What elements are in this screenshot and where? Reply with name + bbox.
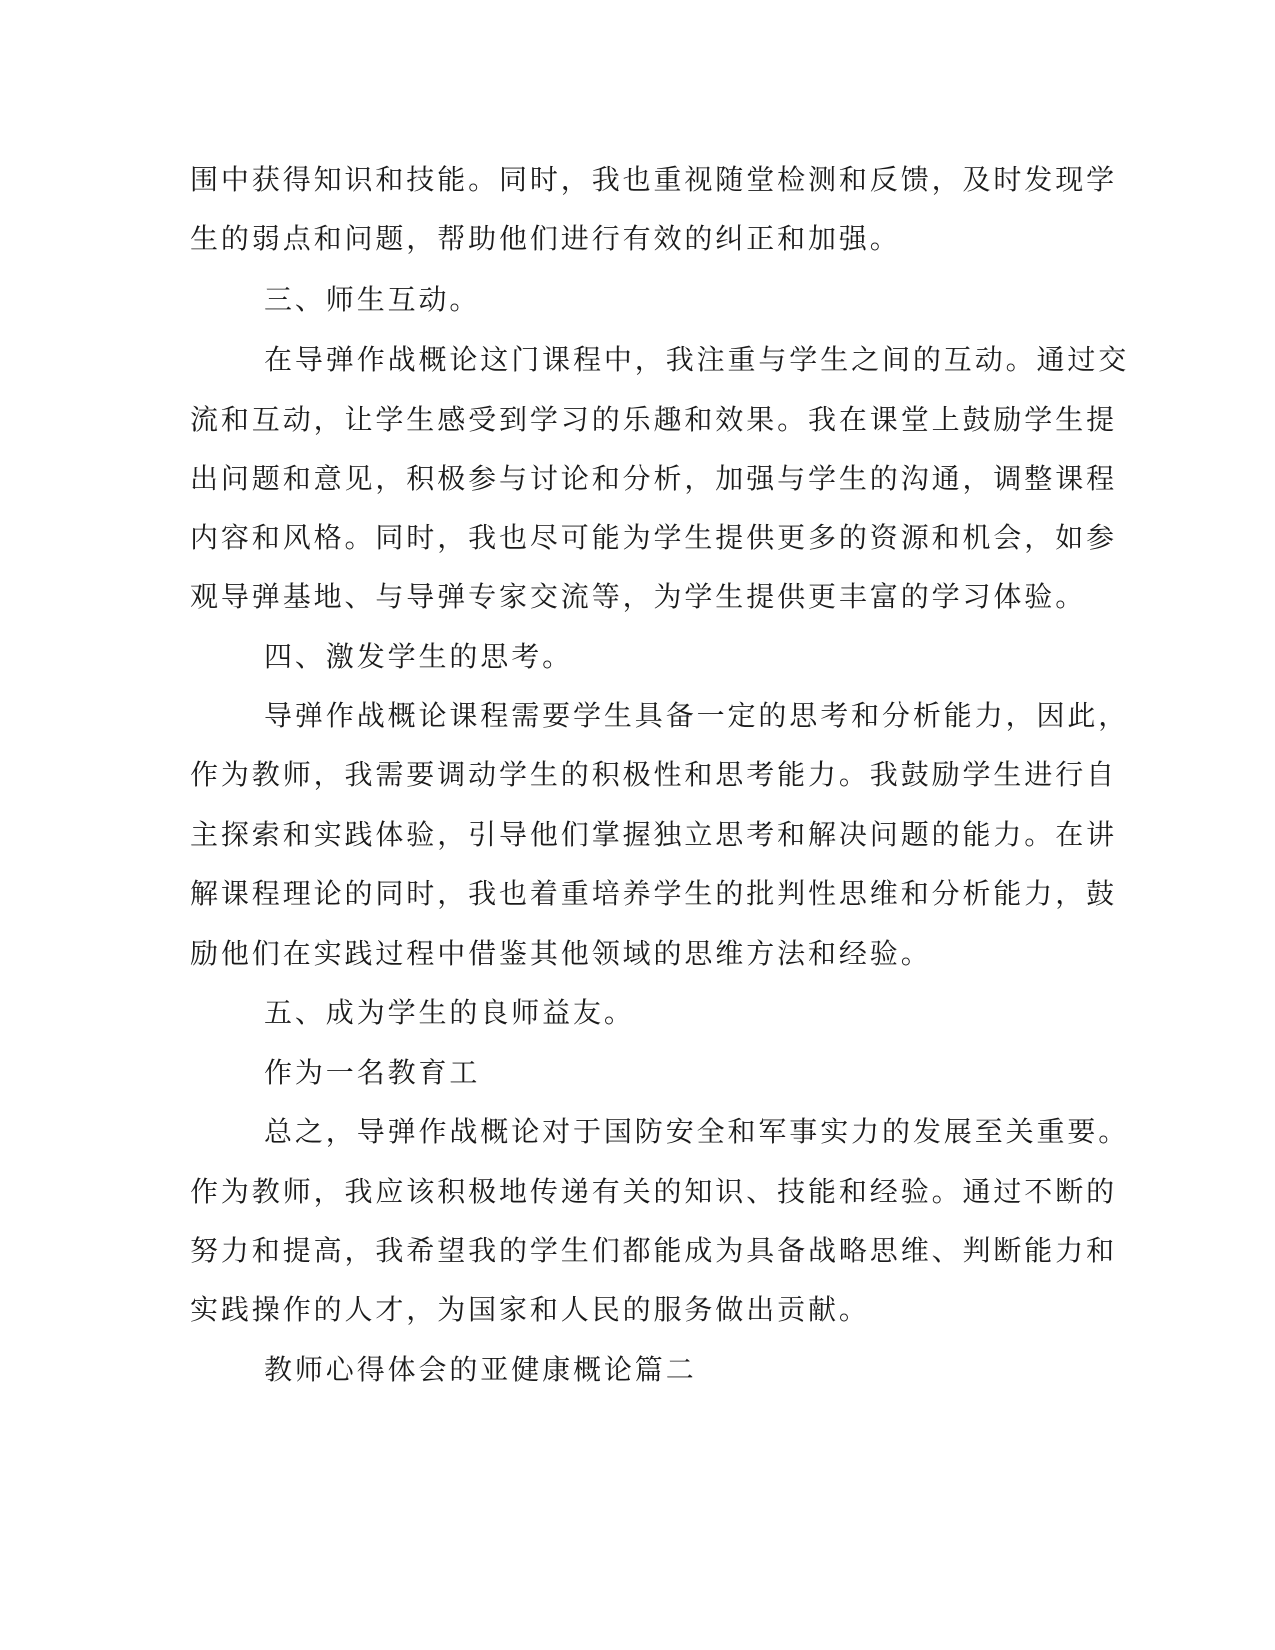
- paragraph-first-line: 总之，导弹作战概论对于国防安全和军事实力的发展至关重要。: [264, 1115, 1130, 1148]
- section-heading: 教师心得体会的亚健康概论篇二: [264, 1353, 697, 1386]
- text-line: 作为一名教育工: [264, 1056, 481, 1089]
- section-heading: 四、激发学生的思考。: [264, 640, 574, 673]
- text-line: 主探索和实践体验，引导他们掌握独立思考和解决问题的能力。在讲: [190, 818, 1118, 851]
- section-heading: 五、成为学生的良师益友。: [264, 996, 635, 1029]
- text-line: 流和互动，让学生感受到学习的乐趣和效果。我在课堂上鼓励学生提: [190, 403, 1118, 436]
- paragraph-first-line: 在导弹作战概论这门课程中，我注重与学生之间的互动。通过交: [264, 343, 1130, 376]
- text-line: 作为教师，我需要调动学生的积极性和思考能力。我鼓励学生进行自: [190, 758, 1118, 791]
- section-heading: 三、师生互动。: [264, 283, 481, 316]
- text-line: 内容和风格。同时，我也尽可能为学生提供更多的资源和机会，如参: [190, 521, 1118, 554]
- text-line: 出问题和意见，积极参与讨论和分析，加强与学生的沟通，调整课程: [190, 462, 1118, 495]
- text-line: 围中获得知识和技能。同时，我也重视随堂检测和反馈，及时发现学: [190, 163, 1118, 196]
- text-line: 解课程理论的同时，我也着重培养学生的批判性思维和分析能力，鼓: [190, 877, 1118, 910]
- text-line: 实践操作的人才，为国家和人民的服务做出贡献。: [190, 1293, 870, 1326]
- text-line: 观导弹基地、与导弹专家交流等，为学生提供更丰富的学习体验。: [190, 580, 1087, 613]
- paragraph-first-line: 导弹作战概论课程需要学生具备一定的思考和分析能力，因此，: [264, 699, 1130, 732]
- text-line: 生的弱点和问题，帮助他们进行有效的纠正和加强。: [190, 222, 901, 255]
- text-line: 努力和提高，我希望我的学生们都能成为具备战略思维、判断能力和: [190, 1234, 1118, 1267]
- text-line: 励他们在实践过程中借鉴其他领域的思维方法和经验。: [190, 937, 932, 970]
- text-line: 作为教师，我应该积极地传递有关的知识、技能和经验。通过不断的: [190, 1175, 1118, 1208]
